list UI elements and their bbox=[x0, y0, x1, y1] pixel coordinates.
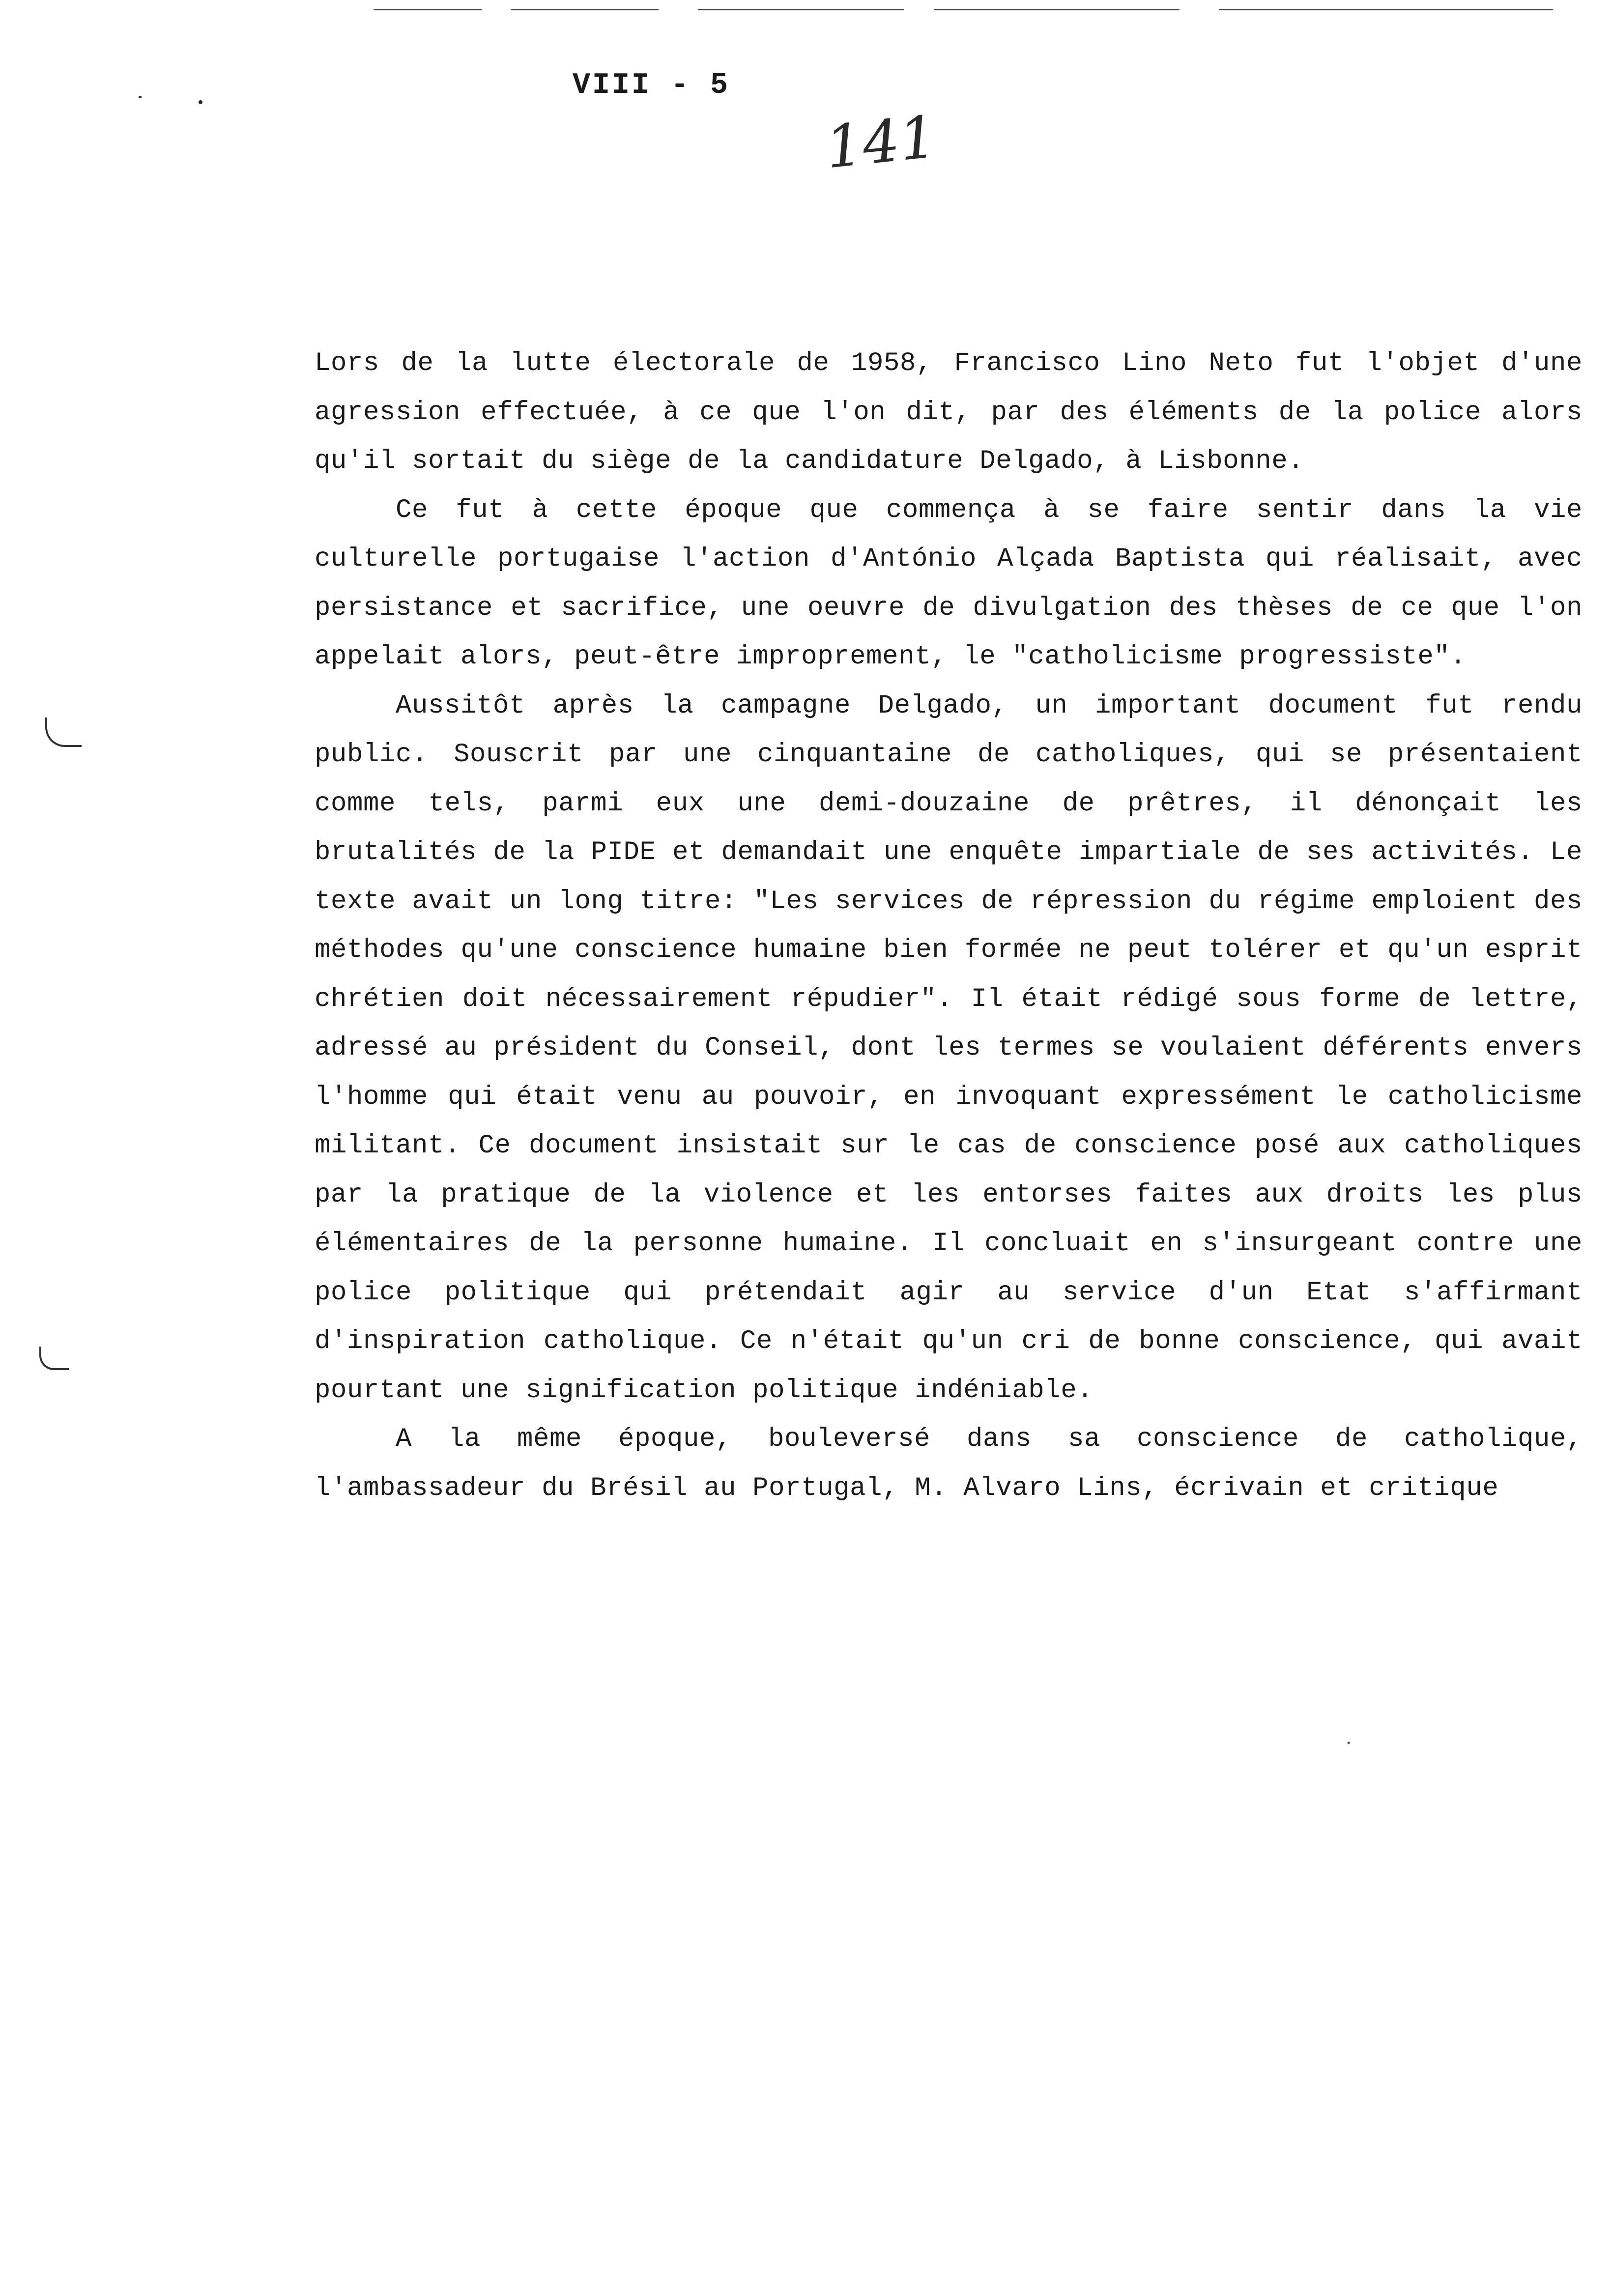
top-rule bbox=[1219, 9, 1553, 10]
paragraph: Lors de la lutte électorale de 1958, Francisco Lino Neto fut l'objet d'une agression effectuée, à ce que l'on dit, par des éléments de la police alors qu'il sortait du siège de la candidature Delgado, à Lisbonne. bbox=[315, 348, 1583, 476]
margin-punch-mark bbox=[39, 1347, 69, 1370]
body-text bbox=[315, 339, 1583, 1513]
page-reference: VIII - 5 bbox=[573, 69, 730, 102]
top-rule bbox=[374, 9, 482, 10]
paragraph: A la même époque, bouleversé dans sa conscience de catholique, l'ambassadeur du Brésil au Portugal, M. Alvaro Lins, écrivain et critique bbox=[315, 1424, 1583, 1503]
paragraph: Aussitôt après la campagne Delgado, un important document fut rendu public. Souscrit par une cinquantaine de catholiques, qui se présentaient comme tels, parmi eux une demi-douzaine de prêtres, il dénonçait les brutalités de la PIDE et demandait une enquête impartiale de ses activités. Le texte avait un long titre: "Les services de répression du régime emploient des méthodes qu'une conscience humaine bien formée ne peut tolérer et qu'un esprit chrétien doit nécessairement répudier". Il était rédigé sous forme de lettre, adressé au président du Conseil, dont les termes se voulaient déférents envers l'homme qui était venu au pouvoir, en invoquant expressément le catholicisme militant. Ce document insistait sur le cas de conscience posé aux catholiques par la pratique de la violence et les entorses faites aux droits les plus élémentaires de la personne humaine. Il concluait en s'insurgeant contre une police politique qui prétendait agir au service d'un Etat s'affirmant d'inspiration catholique. Ce n'était qu'un cri de bonne conscience, qui avait pourtant une signification politique indéniable. bbox=[315, 690, 1583, 1406]
scan-speck bbox=[1348, 1742, 1350, 1744]
top-rule bbox=[934, 9, 1180, 10]
handwritten-folio-number: 141 bbox=[822, 102, 940, 182]
top-rule bbox=[698, 9, 904, 10]
scan-speck bbox=[199, 100, 202, 104]
top-rule bbox=[511, 9, 659, 10]
margin-punch-mark bbox=[45, 718, 82, 747]
scan-speck bbox=[139, 96, 142, 98]
paragraph: Ce fut à cette époque que commença à se faire sentir dans la vie culturelle portugaise l'action d'António Alçada Baptista qui réalisait, avec persistance et sacrifice, une oeuvre de divulgation des thèses de ce que l'on appelait alors, peut-être improprement, le "catholicisme progressiste". bbox=[315, 495, 1583, 672]
